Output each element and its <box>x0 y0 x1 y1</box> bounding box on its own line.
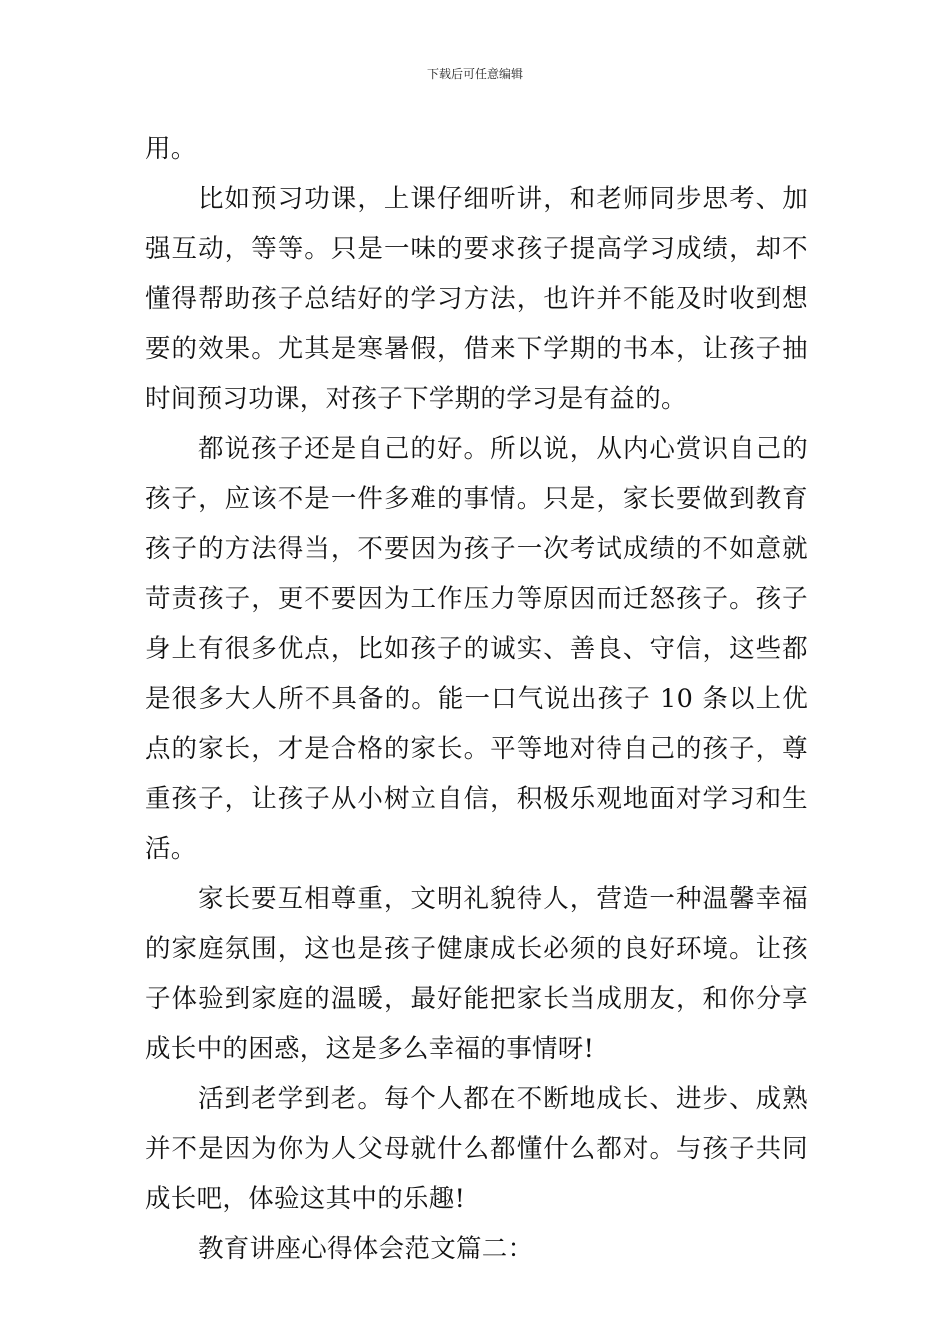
document-body <box>145 124 808 1274</box>
paragraph-1: 用。 <box>145 134 197 164</box>
paragraph-3: 都说孩子还是自己的好。所以说，从内心赏识自己的孩子，应该不是一件多难的事情。只是，家长要做到教育孩子的方法得当，不要因为孩子一次考试成绩的不如意就苛责孩子，更不要因为工作压力等原因而迁怒孩子。孩子身上有很多优点，比如孩子的诚实、善良、守信，这些都是很多大人所不具备的。能一口气说出孩子 10 条以上优点的家长，才是合格的家长。平等地对待自己的孩子，尊重孩子，让孩子从小树立自信，积极乐观地面对学习和生活。 <box>145 434 808 864</box>
section-heading: 教育讲座心得体会范文篇二： <box>198 1234 534 1264</box>
paragraph-2: 比如预习功课，上课仔细听讲，和老师同步思考、加强互动，等等。只是一味的要求孩子提高学习成绩，却不懂得帮助孩子总结好的学习方法，也许并不能及时收到想要的效果。尤其是寒暑假，借来下学期的书本，让孩子抽时间预习功课，对孩子下学期的学习是有益的。 <box>145 184 808 414</box>
paragraph-5: 活到老学到老。每个人都在不断地成长、进步、成熟并不是因为你为人父母就什么都懂什么都对。与孩子共同成长吧，体验这其中的乐趣! <box>145 1084 808 1214</box>
page-header: 下载后可任意编辑 <box>426 67 523 81</box>
paragraph-4: 家长要互相尊重，文明礼貌待人，营造一种温馨幸福的家庭氛围，这也是孩子健康成长必须的良好环境。让孩子体验到家庭的温暖，最好能把家长当成朋友，和你分享成长中的困惑，这是多么幸福的事情呀! <box>145 884 808 1064</box>
